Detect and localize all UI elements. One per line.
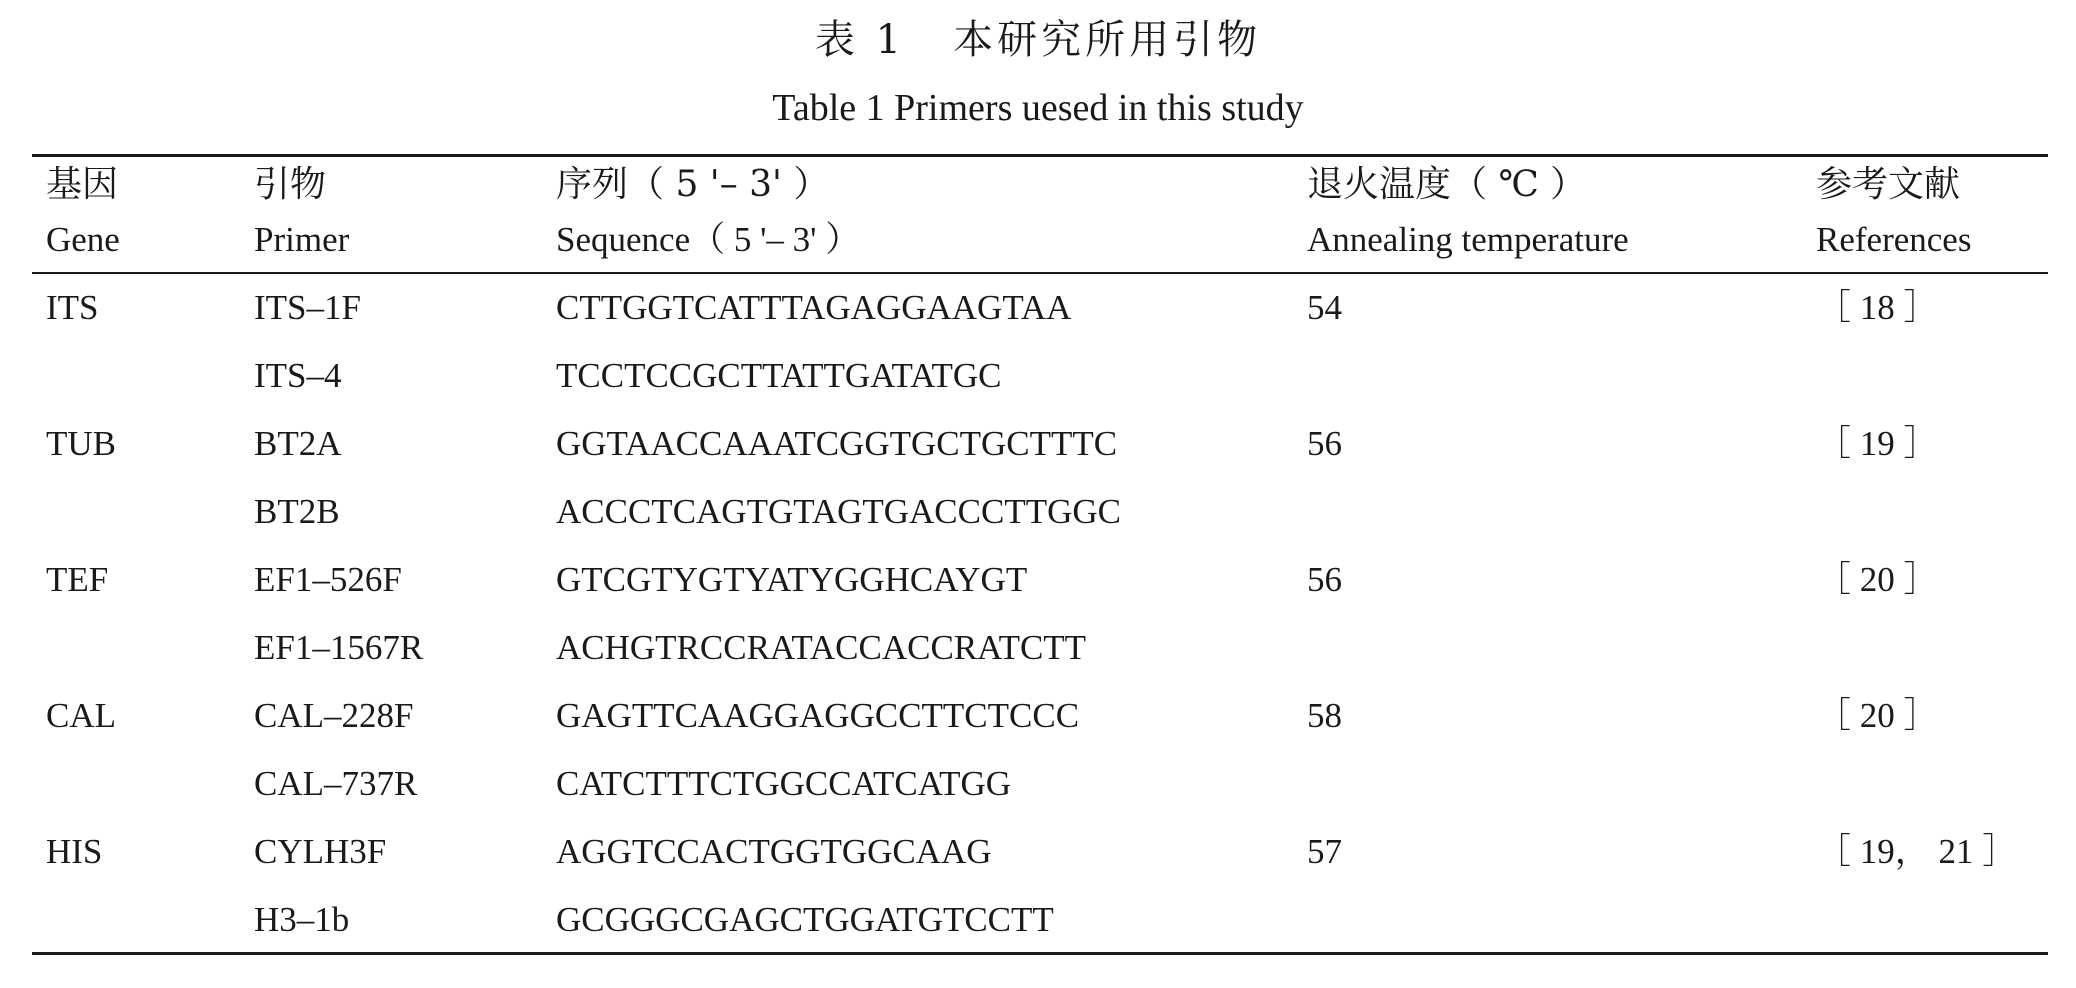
table-title-english: Table 1 Primers uesed in this study [772,87,1304,129]
sequence-cell: CATCTTTCTGGCCATCATGG [556,764,1012,803]
primer-cell: EF1–1567R [254,628,424,667]
header-rule [32,272,2048,274]
bottom-rule [32,952,2048,955]
header-gene-en: Gene [46,220,120,259]
reference-cell: ［ 19， 21 ］ [1816,832,2018,871]
sequence-cell: ACHGTRCCRATACCACCRATCTT [556,628,1087,667]
table-title-chinese [0,12,2076,68]
sequence-cell: GAGTTCAAGGAGGCCTTCTCCC [556,696,1080,735]
reference-cell: ［ 20 ］ [1816,696,1939,735]
header-temperature-cn: 退火温度（ ℃ ） [1307,164,1587,205]
gene-cell: HIS [46,832,103,871]
temperature-cell: 58 [1307,696,1342,735]
primer-cell: BT2B [254,492,340,531]
primer-cell: CAL–228F [254,696,414,735]
header-primer-en: Primer [254,220,350,259]
sequence-cell: TCCTCCGCTTATTGATATGC [556,356,1002,395]
primer-cell: ITS–1F [254,288,361,327]
reference-cell: ［ 19 ］ [1816,424,1939,463]
header-primer-cn: 引物 [254,164,327,205]
primer-cell: BT2A [254,424,342,463]
sequence-cell: AGGTCCACTGGTGGCAAG [556,832,992,871]
sequence-cell: GCGGGCGAGCTGGATGTCCTT [556,900,1054,939]
header-sequence-cn: 序列（ 5 '– 3' ） [556,164,830,205]
gene-cell: TEF [46,560,109,599]
primer-cell: CAL–737R [254,764,418,803]
sequence-cell: GGTAACCAAATCGGTGCTGCTTTC [556,424,1118,463]
temperature-cell: 54 [1307,288,1342,327]
primer-cell: EF1–526F [254,560,402,599]
primer-cell: H3–1b [254,900,350,939]
reference-cell: ［ 18 ］ [1816,288,1939,327]
header-sequence-en: Sequence（ 5 '– 3' ） [556,220,861,259]
header-temperature-en: Annealing temperature [1307,220,1629,259]
primer-cell: CYLH3F [254,832,387,871]
header-gene-cn: 基因 [46,164,119,205]
sequence-cell: GTCGTYGTYATYGGHCAYGT [556,560,1028,599]
table-label-chinese: 表 1 [814,17,906,63]
header-references-cn: 参考文献 [1816,164,1961,205]
sequence-cell: ACCCTCAGTGTAGTGACCCTTGGC [556,492,1121,531]
gene-cell: TUB [46,424,116,463]
temperature-cell: 56 [1307,424,1342,463]
table-caption-chinese: 本研究所用引物 [953,17,1262,63]
primer-cell: ITS–4 [254,356,342,395]
gene-cell: CAL [46,696,116,735]
reference-cell: ［ 20 ］ [1816,560,1939,599]
top-rule [32,154,2048,157]
header-references-en: References [1816,220,1972,259]
temperature-cell: 56 [1307,560,1342,599]
sequence-cell: CTTGGTCATTTAGAGGAAGTAA [556,288,1072,327]
gene-cell: ITS [46,288,99,327]
temperature-cell: 57 [1307,832,1342,871]
